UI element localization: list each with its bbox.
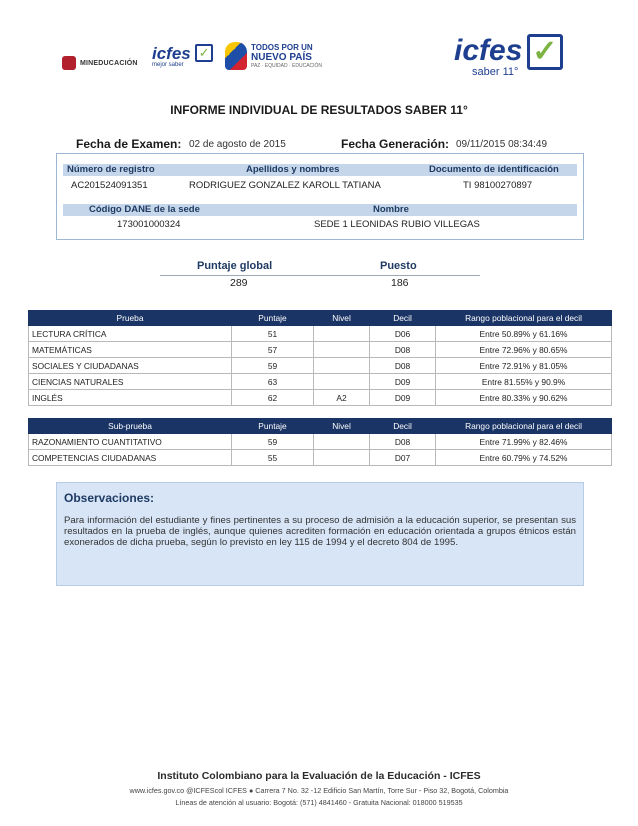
th-rango: Rango poblacional para el decil bbox=[436, 419, 612, 434]
student-header-row bbox=[63, 164, 577, 176]
todos-sub: PAZ · EQUIDAD · EDUCACIÓN bbox=[251, 63, 323, 69]
puntaje-cell: 59 bbox=[232, 358, 314, 374]
table-row bbox=[29, 374, 612, 390]
coat-of-arms-icon bbox=[62, 56, 76, 70]
todos-por-un-nuevo-pais-logo bbox=[225, 42, 322, 70]
dane-value: 173001000324 bbox=[117, 219, 181, 230]
th-puntaje: Puntaje bbox=[232, 419, 314, 434]
table-row bbox=[29, 326, 612, 342]
footer-contact-line: www.icfes.gov.co @ICFEScol ICFES ● Carrera 7 No. 32 -12 Edificio San Martín, Torre Sur - Piso 32, Bogotá, Colombia bbox=[129, 786, 509, 795]
table-row bbox=[29, 390, 612, 406]
tests-header-row bbox=[29, 311, 612, 326]
decil-cell: D08 bbox=[370, 342, 436, 358]
icfes-small-sub: mejor saber bbox=[152, 62, 184, 68]
nombres-header: Apellidos y nombres bbox=[246, 164, 340, 175]
rank-label: Puesto bbox=[380, 260, 417, 272]
th-nivel: Nivel bbox=[314, 419, 370, 434]
todos-line1: TODOS POR UN bbox=[251, 43, 313, 52]
subprueba-cell: COMPETENCIAS CIUDADANAS bbox=[29, 450, 232, 466]
rango-cell: Entre 80.33% y 90.62% bbox=[436, 390, 612, 406]
th-decil: Decil bbox=[370, 419, 436, 434]
registro-value: AC201524091351 bbox=[71, 180, 148, 191]
student-info-box bbox=[56, 153, 584, 240]
decil-cell: D09 bbox=[370, 390, 436, 406]
report-title: INFORME INDIVIDUAL DE RESULTADOS SABER 11° bbox=[170, 103, 468, 117]
documento-value: TI 98100270897 bbox=[463, 180, 533, 191]
footer-institute: Instituto Colombiano para la Evaluación de la Educación - ICFES bbox=[157, 770, 481, 782]
mineducacion-text: MINEDUCACIÓN bbox=[80, 59, 138, 67]
exam-date-value: 02 de agosto de 2015 bbox=[189, 139, 286, 150]
observations-box bbox=[56, 482, 584, 586]
decil-cell: D08 bbox=[370, 434, 436, 450]
rango-cell: Entre 50.89% y 61.16% bbox=[436, 326, 612, 342]
subprueba-cell: RAZONAMIENTO CUANTITATIVO bbox=[29, 434, 232, 450]
saber11-label: saber 11° bbox=[472, 66, 519, 78]
todos-line2: NUEVO PAÍS bbox=[251, 52, 312, 63]
puntaje-cell: 62 bbox=[232, 390, 314, 406]
sede-header-row bbox=[63, 204, 577, 216]
icfes-big-word: icfes bbox=[454, 34, 523, 67]
prueba-cell: INGLÉS bbox=[29, 390, 232, 406]
nivel-cell bbox=[314, 450, 370, 466]
decil-cell: D06 bbox=[370, 326, 436, 342]
nivel-cell: A2 bbox=[314, 390, 370, 406]
nivel-cell bbox=[314, 358, 370, 374]
registro-header: Número de registro bbox=[67, 164, 155, 175]
table-row bbox=[29, 342, 612, 358]
icfes-saber11-logo bbox=[454, 34, 563, 78]
puntaje-cell: 55 bbox=[232, 450, 314, 466]
puntaje-cell: 59 bbox=[232, 434, 314, 450]
nombres-value: RODRIGUEZ GONZALEZ KAROLL TATIANA bbox=[189, 180, 381, 191]
observations-title: Observaciones: bbox=[64, 491, 155, 505]
score-divider bbox=[160, 275, 480, 276]
decil-cell: D08 bbox=[370, 358, 436, 374]
icfes-small-word: icfes bbox=[152, 44, 191, 63]
th-nivel: Nivel bbox=[314, 311, 370, 326]
rango-cell: Entre 60.79% y 74.52% bbox=[436, 450, 612, 466]
prueba-cell: LECTURA CRÍTICA bbox=[29, 326, 232, 342]
prueba-cell: CIENCIAS NATURALES bbox=[29, 374, 232, 390]
global-score-label: Puntaje global bbox=[197, 260, 273, 272]
puntaje-cell: 51 bbox=[232, 326, 314, 342]
puntaje-cell: 63 bbox=[232, 374, 314, 390]
prueba-cell: SOCIALES Y CIUDADANAS bbox=[29, 358, 232, 374]
observations-text: Para información del estudiante y fines pertinentes a su proceso de admisión a la educación superior, se presentan sus resultados en la prueba de inglés, aunque quienes acrediten formación en educación orientada a grupos étnicos están exonerados de dicha prueba, según lo previsto en ley 115 de 1994 y el decreto 804 de 1995. bbox=[64, 515, 576, 548]
nivel-cell bbox=[314, 374, 370, 390]
table-row bbox=[29, 358, 612, 374]
th-subprueba: Sub-prueba bbox=[29, 419, 232, 434]
subtests-table bbox=[28, 418, 612, 466]
table-row bbox=[29, 450, 612, 466]
table-row bbox=[29, 434, 612, 450]
mineducacion-logo bbox=[62, 56, 138, 70]
nivel-cell bbox=[314, 434, 370, 450]
check-icon: ✓ bbox=[195, 44, 213, 62]
exam-date-label: Fecha de Examen: bbox=[76, 137, 182, 151]
decil-cell: D07 bbox=[370, 450, 436, 466]
nivel-cell bbox=[314, 342, 370, 358]
sede-value: SEDE 1 LEONIDAS RUBIO VILLEGAS bbox=[314, 219, 480, 230]
rango-cell: Entre 71.99% y 82.46% bbox=[436, 434, 612, 450]
sede-nombre-header: Nombre bbox=[373, 204, 409, 215]
puntaje-cell: 57 bbox=[232, 342, 314, 358]
th-rango: Rango poblacional para el decil bbox=[436, 311, 612, 326]
decil-cell: D09 bbox=[370, 374, 436, 390]
rango-cell: Entre 81.55% y 90.9% bbox=[436, 374, 612, 390]
rank-value: 186 bbox=[391, 277, 409, 289]
th-puntaje: Puntaje bbox=[232, 311, 314, 326]
dane-header: Código DANE de la sede bbox=[89, 204, 200, 215]
rango-cell: Entre 72.96% y 80.65% bbox=[436, 342, 612, 358]
subtests-header-row bbox=[29, 419, 612, 434]
prueba-cell: MATEMÁTICAS bbox=[29, 342, 232, 358]
generation-date-label: Fecha Generación: bbox=[341, 137, 450, 151]
rango-cell: Entre 72.91% y 81.05% bbox=[436, 358, 612, 374]
footer-phone-line: Líneas de atención al usuario: Bogotá: (571) 4841460 - Gratuita Nacional: 018000 519535 bbox=[175, 798, 463, 807]
documento-header: Documento de identificación bbox=[429, 164, 559, 175]
icfes-small-logo bbox=[152, 44, 213, 68]
th-prueba: Prueba bbox=[29, 311, 232, 326]
nivel-cell bbox=[314, 326, 370, 342]
tests-table bbox=[28, 310, 612, 406]
th-decil: Decil bbox=[370, 311, 436, 326]
check-icon: ✓ bbox=[527, 34, 563, 70]
todos-mark-icon bbox=[225, 42, 247, 70]
generation-date-value: 09/11/2015 08:34:49 bbox=[456, 139, 548, 150]
global-score-value: 289 bbox=[230, 277, 248, 289]
